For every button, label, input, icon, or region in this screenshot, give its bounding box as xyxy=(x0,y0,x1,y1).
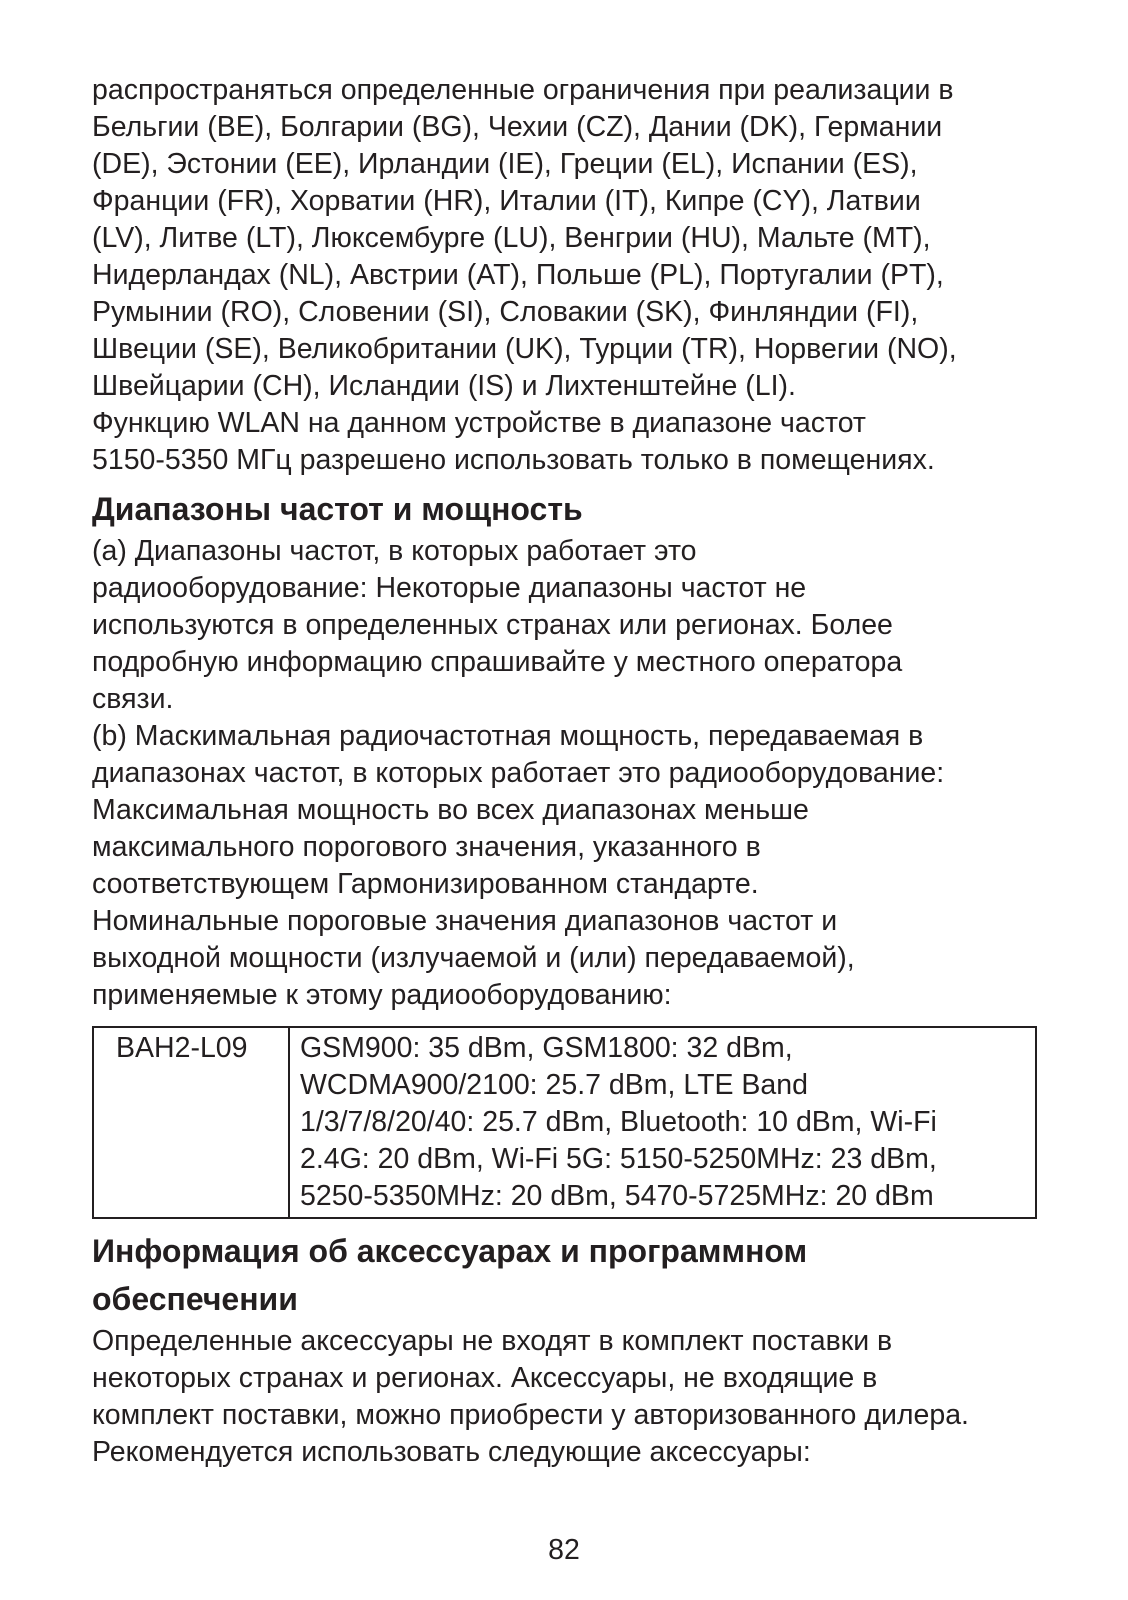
accessories-section-heading xyxy=(92,1227,1037,1323)
heading-line: обеспечении xyxy=(92,1281,298,1317)
text-line: используются в определенных странах или регионах. Более xyxy=(92,609,893,641)
accessories-section-paragraph xyxy=(92,1323,1037,1471)
spec-line: 5250-5350MHz: 20 dBm, 5470-5725MHz: 20 dBm xyxy=(300,1180,934,1212)
spec-line: WCDMA900/2100: 25.7 dBm, LTE Band xyxy=(300,1069,808,1101)
text-line: Определенные аксессуары не входят в комплект поставки в xyxy=(92,1325,893,1357)
page-number: 82 xyxy=(548,1534,580,1566)
spec-line: 1/3/7/8/20/40: 25.7 dBm, Bluetooth: 10 dBm, Wi-Fi xyxy=(300,1106,937,1138)
text-line: (b) Маскимальная радиочастотная мощность, передаваемая в xyxy=(92,720,924,752)
text-line: Швеции (SE), Великобритании (UK), Турции (TR), Норвегии (NO), xyxy=(92,333,957,365)
text-line: соответствующем Гармонизированном стандарте. xyxy=(92,868,759,900)
text-line: максимального порогового значения, указанного в xyxy=(92,831,761,863)
model-cell: BAH2-L09 xyxy=(93,1027,289,1218)
table-row xyxy=(93,1027,1036,1218)
text-line: распространяться определенные ограничения при реализации в xyxy=(92,74,954,106)
text-line: некоторых странах и регионах. Аксессуары, не входящие в xyxy=(92,1362,878,1394)
text-line: Максимальная мощность во всех диапазонах меньше xyxy=(92,794,809,826)
text-line: связи. xyxy=(92,683,174,715)
power-spec-table xyxy=(92,1026,1037,1219)
text-line: радиооборудование: Некоторые диапазоны частот не xyxy=(92,572,807,604)
intro-paragraph xyxy=(92,72,1037,479)
heading-line: Информация об аксессуарах и программном xyxy=(92,1233,808,1269)
text-line: комплект поставки, можно приобрести у авторизованного дилера. xyxy=(92,1399,969,1431)
text-line: 5150-5350 МГц разрешено использовать только в помещениях. xyxy=(92,444,935,476)
spec-cell xyxy=(289,1027,1036,1218)
spec-line: 2.4G: 20 dBm, Wi-Fi 5G: 5150-5250MHz: 23 dBm, xyxy=(300,1143,937,1175)
text-line: (DE), Эстонии (EE), Ирландии (IE), Греции (EL), Испании (ES), xyxy=(92,148,918,180)
text-line: Франции (FR), Хорватии (HR), Италии (IT), Кипре (CY), Латвии xyxy=(92,185,921,217)
text-line: Швейцарии (CH), Исландии (IS) и Лихтенштейне (LI). xyxy=(92,370,796,402)
text-line: Нидерландах (NL), Австрии (AT), Польше (PL), Португалии (PT), xyxy=(92,259,944,291)
text-line: Номинальные пороговые значения диапазонов частот и xyxy=(92,905,838,937)
text-line: Функцию WLAN на данном устройстве в диапазоне частот xyxy=(92,407,866,439)
text-line: (LV), Литве (LT), Люксембурге (LU), Венгрии (HU), Мальте (MT), xyxy=(92,222,931,254)
text-line: Бельгии (BE), Болгарии (BG), Чехии (CZ), Дании (DK), Германии xyxy=(92,111,943,143)
text-line: диапазонах частот, в которых работает это радиооборудование: xyxy=(92,757,945,789)
spec-line: GSM900: 35 dBm, GSM1800: 32 dBm, xyxy=(300,1032,793,1064)
text-line: подробную информацию спрашивайте у местного оператора xyxy=(92,646,903,678)
text-line: (a) Диапазоны частот, в которых работает это xyxy=(92,535,697,567)
text-line: выходной мощности (излучаемой и (или) передаваемой), xyxy=(92,942,855,974)
text-line: применяемые к этому радиооборудованию: xyxy=(92,979,672,1011)
document-page xyxy=(92,72,1037,1471)
frequency-section-heading: Диапазоны частот и мощность xyxy=(92,491,583,527)
frequency-section-paragraph xyxy=(92,533,1037,1014)
text-line: Рекомендуется использовать следующие аксессуары: xyxy=(92,1436,811,1468)
text-line: Румынии (RO), Словении (SI), Словакии (SK), Финляндии (FI), xyxy=(92,296,919,328)
